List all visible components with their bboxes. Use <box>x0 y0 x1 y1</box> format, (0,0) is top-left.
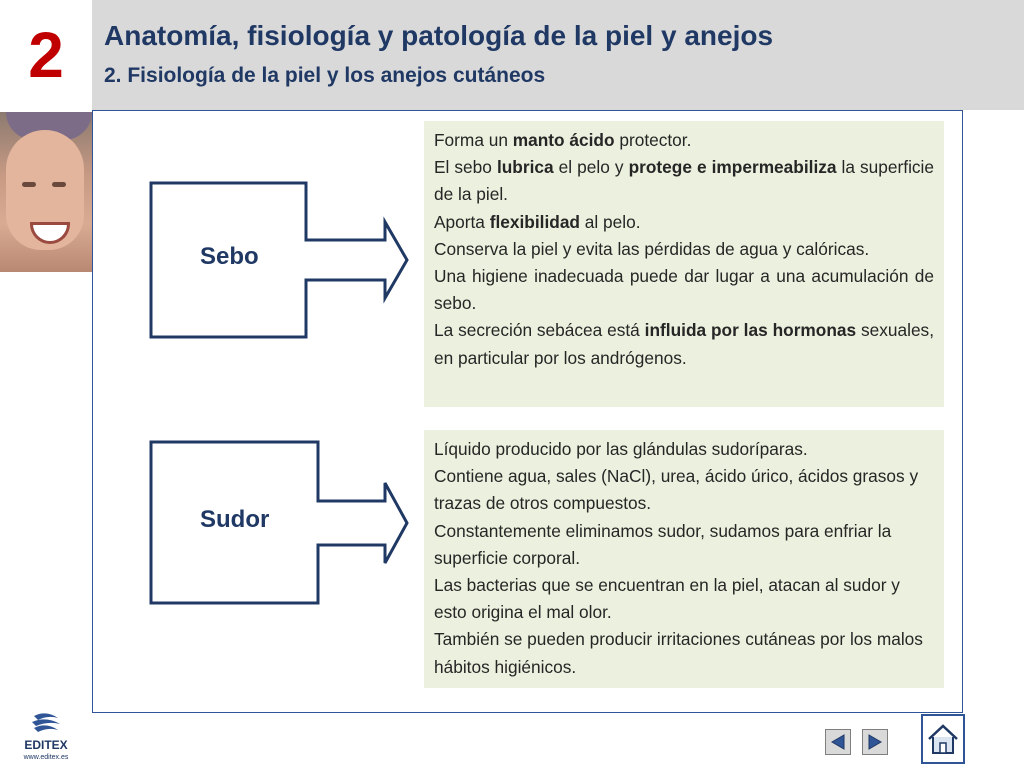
description-line <box>434 127 934 154</box>
emphasis-text: protege e impermeabiliza <box>628 157 837 178</box>
text-segment: la superficie de la piel. <box>434 157 935 205</box>
next-slide-button[interactable] <box>862 729 888 755</box>
previous-slide-button[interactable] <box>825 729 851 755</box>
logo-url: www.editex.es <box>23 754 69 761</box>
text-segment: Las bacterias que se encuentran en la piel, atacan al sudor y esto origina el mal olor. <box>434 575 900 623</box>
sudor-description <box>424 430 944 688</box>
text-segment: el pelo y <box>553 157 629 178</box>
description-line <box>434 317 934 371</box>
text-segment: protector. <box>614 130 692 150</box>
text-segment: Forma un <box>434 130 513 150</box>
description-line <box>434 263 934 317</box>
description-line <box>434 572 934 626</box>
header-bar <box>92 0 1024 110</box>
page-subtitle: 2. Fisiología de la piel y los anejos cutáneos <box>104 64 546 87</box>
editex-logo-icon <box>14 712 78 738</box>
description-line <box>434 436 934 463</box>
text-segment: Líquido producido por las glándulas sudoríparas. <box>434 439 808 459</box>
triangle-left-icon <box>829 733 847 751</box>
text-segment: sexuales, en particular por los andrógenos. <box>434 320 935 368</box>
description-line <box>434 154 934 208</box>
description-line <box>434 209 934 236</box>
sebo-arrow-shape <box>148 180 413 340</box>
sebo-description <box>424 121 944 407</box>
emphasis-text: lubrica <box>496 157 554 178</box>
editex-logo <box>14 712 78 762</box>
description-line <box>434 236 934 263</box>
text-segment: Constantemente eliminamos sudor, sudamos para enfriar la superficie corporal. <box>434 520 892 568</box>
logo-name: EDITEX <box>24 738 68 752</box>
description-line <box>434 626 934 680</box>
emphasis-text: influida por las hormonas <box>644 320 857 341</box>
sudor-label: Sudor <box>200 506 270 533</box>
text-segment: También se pueden producir irritaciones cutáneas por los malos hábitos higiénicos. <box>434 629 923 677</box>
description-line <box>434 518 934 572</box>
text-segment: Conserva la piel y evita las pérdidas de agua y calóricas. <box>434 238 870 259</box>
emphasis-text: flexibilidad <box>489 211 580 232</box>
text-segment: Aporta <box>434 211 490 232</box>
portrait-photo <box>0 112 92 272</box>
sudor-arrow-shape <box>148 439 413 609</box>
triangle-right-icon <box>866 733 884 751</box>
emphasis-text: manto ácido <box>512 130 615 150</box>
text-segment: El sebo <box>434 157 497 178</box>
sebo-label: Sebo <box>200 243 259 270</box>
house-icon <box>926 722 960 756</box>
chapter-number: 2 <box>28 19 64 91</box>
description-line <box>434 463 934 517</box>
home-button[interactable] <box>921 714 965 764</box>
text-segment: Una higiene inadecuada puede dar lugar a una acumulación de sebo. <box>434 266 934 314</box>
text-segment: al pelo. <box>579 211 641 232</box>
text-segment: Contiene agua, sales (NaCl), urea, ácido úrico, ácidos grasos y trazas de otros compuestos. <box>434 466 919 514</box>
text-segment: La secreción sebácea está <box>434 320 645 341</box>
page-title: Anatomía, fisiología y patología de la piel y anejos <box>104 20 774 51</box>
